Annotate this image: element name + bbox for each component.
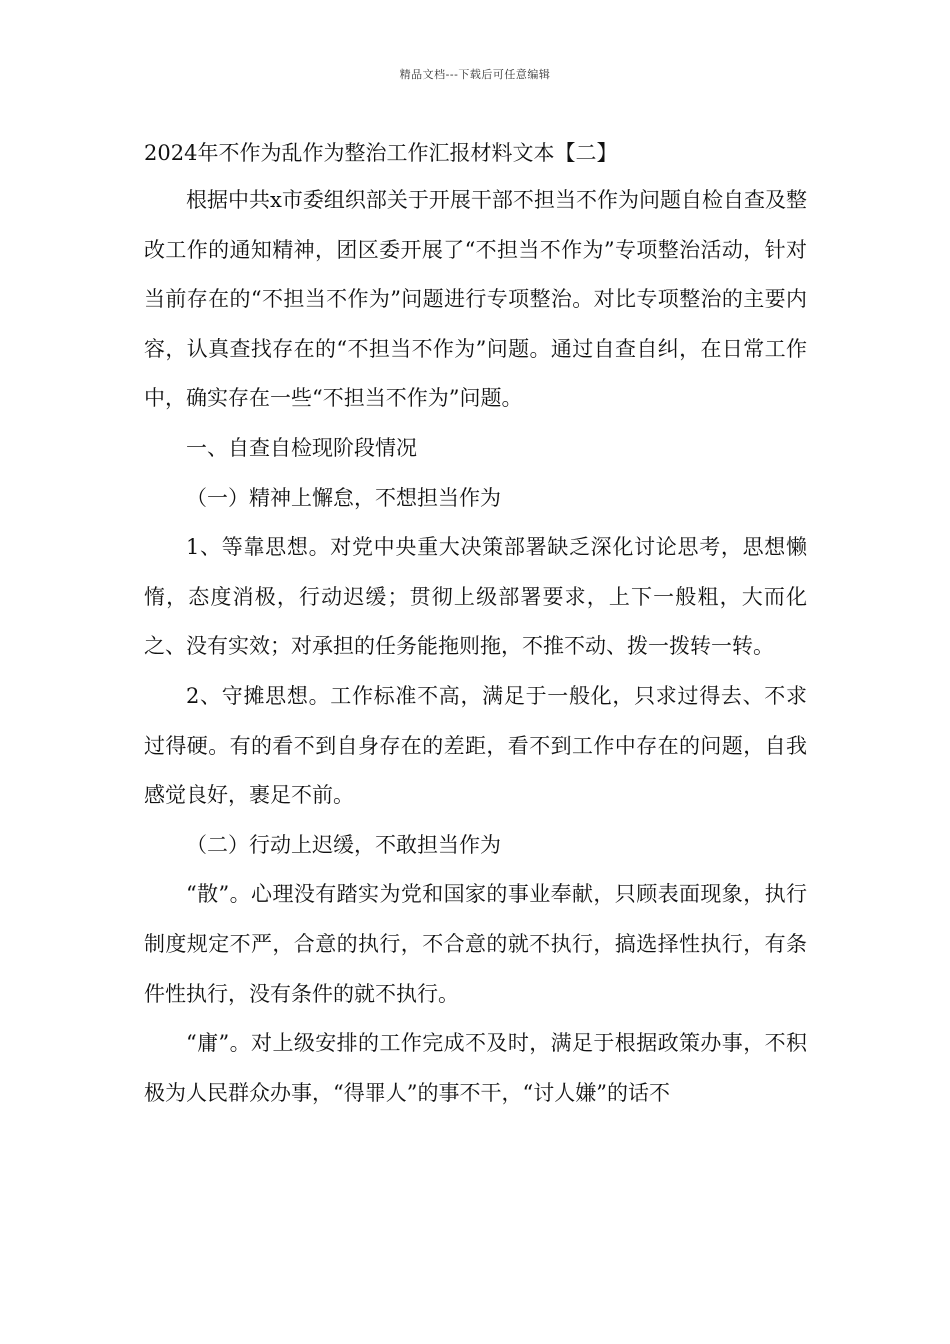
page-header: 精品文档---下载后可任意编辑 [399, 68, 551, 81]
paragraph-list [144, 176, 807, 1118]
section-heading-1: 一、自查自检现阶段情况 [186, 435, 417, 460]
paragraph-intro: 根据中共x市委组织部关于开展干部不担当不作为问题自检自查及整改工作的通知精神，团区委开展了“不担当不作为”专项整治活动，针对当前存在的“不担当不作为”问题进行专项整治。对比专项整治的主要内容，认真查找存在的“不担当不作为”问题。通过自查自纠，在日常工作中，确实存在一些“不担当不作为”问题。 [144, 188, 807, 411]
document-title: 2024年不作为乱作为整治工作汇报材料文本【二】 [144, 141, 618, 165]
paragraph-item-1: 1、等靠思想。对党中央重大决策部署缺乏深化讨论思考，思想懒惰，态度消极，行动迟缓；贯彻上级部署要求，上下一般粗，大而化之、没有实效；对承担的任务能拖则拖，不推不动、拨一拨转一转。 [144, 535, 807, 659]
document-body [144, 133, 807, 1118]
subsection-heading-2: （二）行动上迟缓，不敢担当作为 [186, 832, 501, 857]
paragraph-san: “散”。心理没有踏实为党和国家的事业奉献，只顾表面现象，执行制度规定不严，合意的执行，不合意的就不执行，搞选择性执行，有条件性执行，没有条件的就不执行。 [144, 882, 807, 1006]
paragraph-yong: “庸”。对上级安排的工作完成不及时，满足于根据政策办事，不积极为人民群众办事，“得罪人”的事不干，“讨人嫌”的话不 [144, 1031, 807, 1105]
subsection-heading-1: （一）精神上懈怠，不想担当作为 [186, 485, 501, 510]
paragraph-item-2: 2、守摊思想。工作标准不高，满足于一般化，只求过得去、不求过得硬。有的看不到自身存在的差距，看不到工作中存在的问题，自我感觉良好，裹足不前。 [144, 683, 807, 808]
